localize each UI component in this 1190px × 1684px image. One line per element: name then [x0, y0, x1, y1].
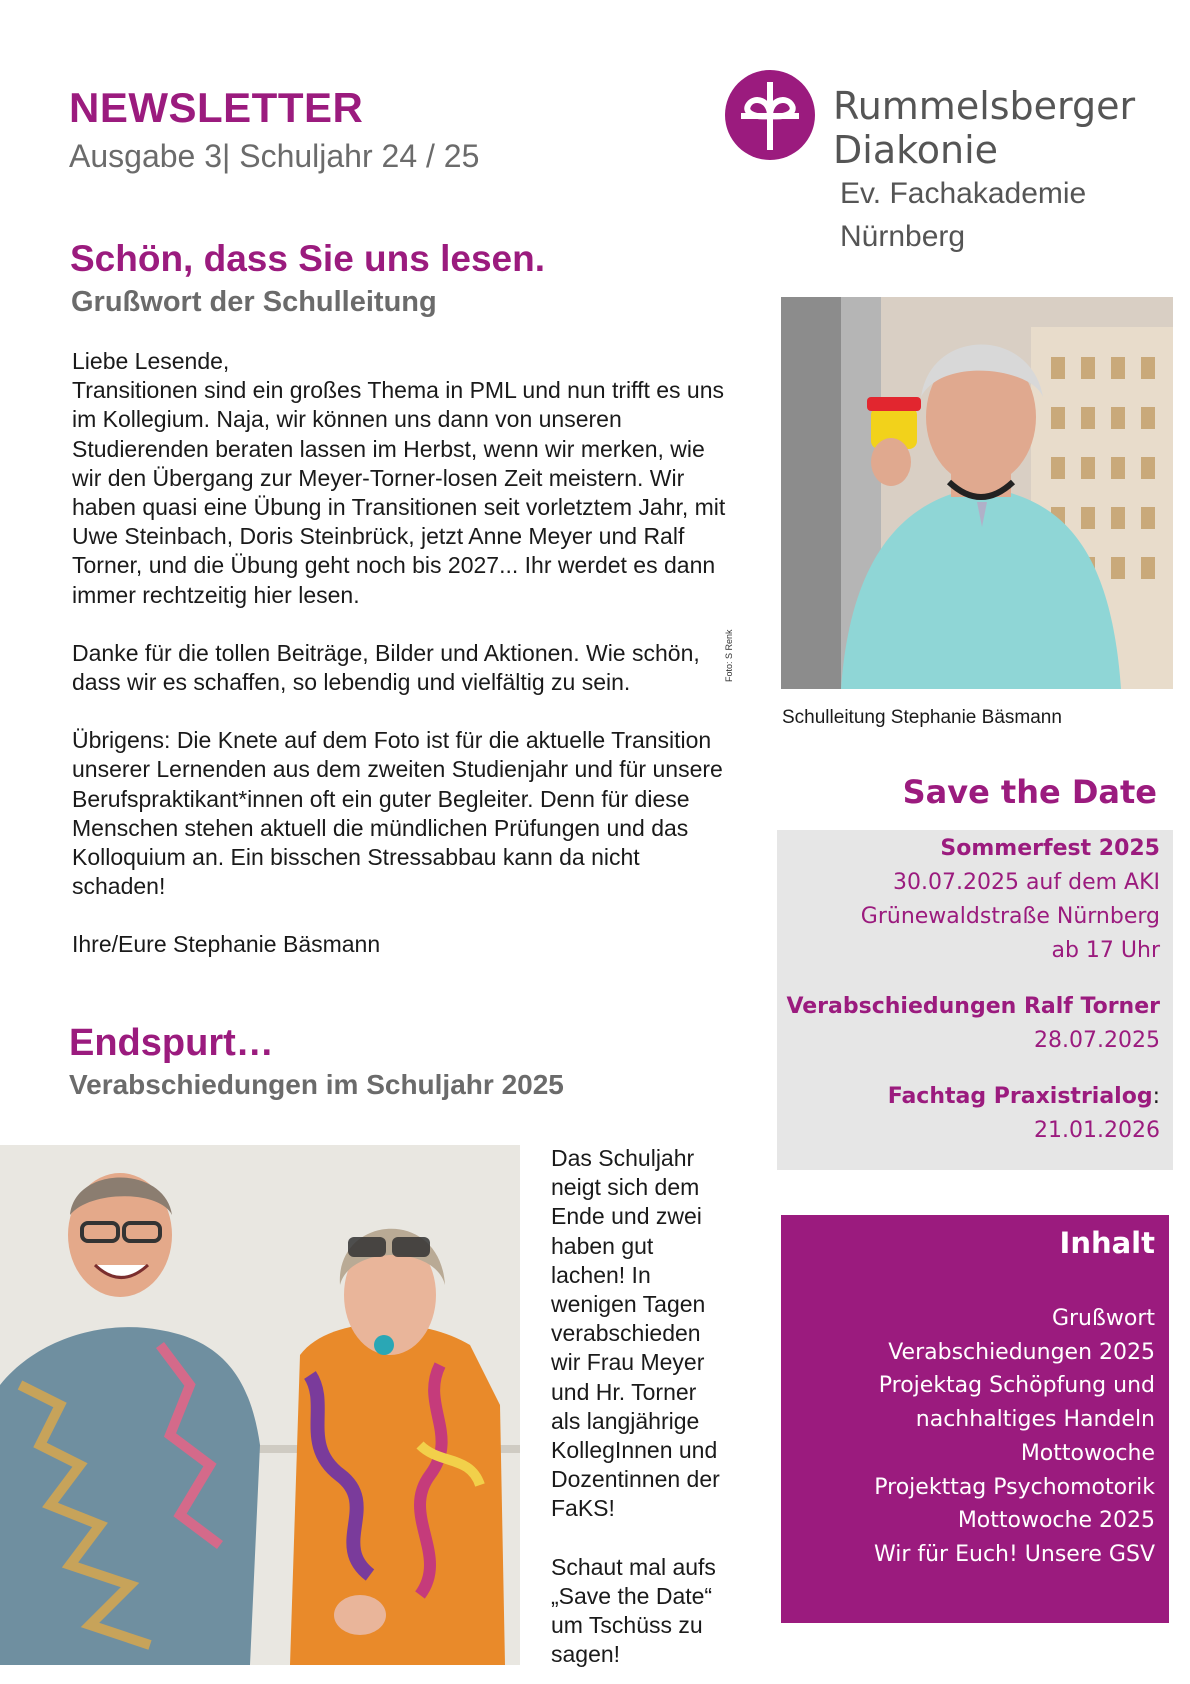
logo-name: [833, 84, 1135, 172]
logo-sub-line2: Nürnberg: [840, 220, 966, 253]
farewell-paragraph-2: Schaut mal aufs „Save the Date“ um Tschüss zu sagen!: [551, 1553, 716, 1668]
greeting-letter: [72, 347, 727, 960]
event-sommerfest-line1: 30.07.2025 auf dem AKI: [892, 870, 1160, 895]
portrait-photo: [781, 297, 1173, 689]
event-sommerfest-title: Sommerfest 2025: [940, 836, 1160, 861]
logo-name-line1: Rummelsberger: [833, 84, 1136, 128]
letter-paragraph-1: Transitionen sind ein großes Thema in PML und nun trifft es uns im Kollegium. Naja, wir können uns dann von unseren Studierenden beraten lassen im Herbst, wenn wir merken, wie wir den Übergang zur Meyer-Torner-losen Zeit meistern. Wir haben quasi eine Übung in Transitionen seit vorletztem Jahr, mit Uwe Steinbach, Doris Steinbrück, jetzt Anne Meyer und Ralf Torner, und die Übung geht noch bis 2027... Ihr werdet es dann immer rechtzeitig hier lesen.: [72, 377, 726, 608]
inhalt-list: [874, 1302, 1155, 1572]
event-fachtag-colon: :: [1152, 1084, 1160, 1109]
inhalt-item: Projektag Schöpfung und: [878, 1373, 1155, 1399]
greeting-subheading: Grußwort der Schulleitung: [71, 286, 437, 318]
issue-line: Ausgabe 3| Schuljahr 24 / 25: [69, 138, 480, 174]
letter-salutation: Liebe Lesende,: [72, 348, 230, 374]
event-sommerfest-line2: Grünewaldstraße Nürnberg: [860, 904, 1160, 929]
farewell-photo: [0, 1145, 520, 1665]
event-verabschiedung-date: 28.07.2025: [1034, 1028, 1160, 1053]
farewell-paragraph-1: Das Schuljahr neigt sich dem Ende und zwei haben gut lachen! In wenigen Tagen verabschieden wir Frau Meyer und Hr. Torner als langjährige KollegInnen und Dozentinnen der FaKS!: [551, 1145, 720, 1522]
event-sommerfest-line3: ab 17 Uhr: [1051, 938, 1160, 963]
letter-signature: Ihre/Eure Stephanie Bäsmann: [72, 931, 381, 958]
logo-sub-line1: Ev. Fachakademie: [840, 177, 1087, 210]
event-fachtag-date: 21.01.2026: [1034, 1118, 1160, 1143]
newsletter-title: NEWSLETTER: [69, 84, 364, 131]
inhalt-item: Wir für Euch! Unsere GSV: [873, 1541, 1155, 1567]
endspurt-subheading: Verabschiedungen im Schuljahr 2025: [69, 1069, 564, 1100]
logo-subtitle: [840, 172, 1086, 258]
portrait-caption: Schulleitung Stephanie Bäsmann: [782, 707, 1062, 728]
inhalt-item: Mottowoche: [1020, 1440, 1155, 1466]
inhalt-item: Mottowoche 2025: [957, 1508, 1155, 1534]
photo-credit: Foto: S Renk: [724, 629, 734, 682]
inhalt-item: Verabschiedungen 2025: [888, 1339, 1155, 1365]
endspurt-heading: Endspurt…: [69, 1022, 274, 1064]
inhalt-item: nachhaltiges Handeln: [915, 1407, 1155, 1433]
letter-paragraph-2: Danke für die tollen Beiträge, Bilder und Aktionen. Wie schön, dass wir es schaffen, so lebendig und vielfältig zu sein.: [72, 639, 700, 696]
inhalt-title: Inhalt: [1059, 1226, 1155, 1260]
inhalt-item: Projekttag Psychomotorik: [874, 1474, 1155, 1500]
diakonie-logo-icon: [725, 70, 815, 160]
logo-name-line2: Diakonie: [833, 128, 999, 172]
event-fachtag-title: Fachtag Praxistrialog: [887, 1084, 1153, 1109]
inhalt-item: Grußwort: [1051, 1306, 1155, 1331]
save-the-date-heading: Save the Date: [902, 773, 1157, 811]
save-the-date-content: [786, 832, 1160, 1148]
farewell-text: [551, 1144, 731, 1669]
event-verabschiedung-title: Verabschiedungen Ralf Torner: [786, 994, 1160, 1019]
letter-paragraph-3: Übrigens: Die Knete auf dem Foto ist für die aktuelle Transition unserer Lernenden aus dem zweiten Studienjahr und für unsere Berufspraktikant*innen oft ein guter Begleiter. Denn für diese Menschen stehen aktuell die mündlichen Prüfungen und das Kolloquium an. Ein bisschen Stressabbau kann da nicht schaden!: [72, 727, 723, 900]
greeting-heading: Schön, dass Sie uns lesen.: [70, 238, 546, 279]
